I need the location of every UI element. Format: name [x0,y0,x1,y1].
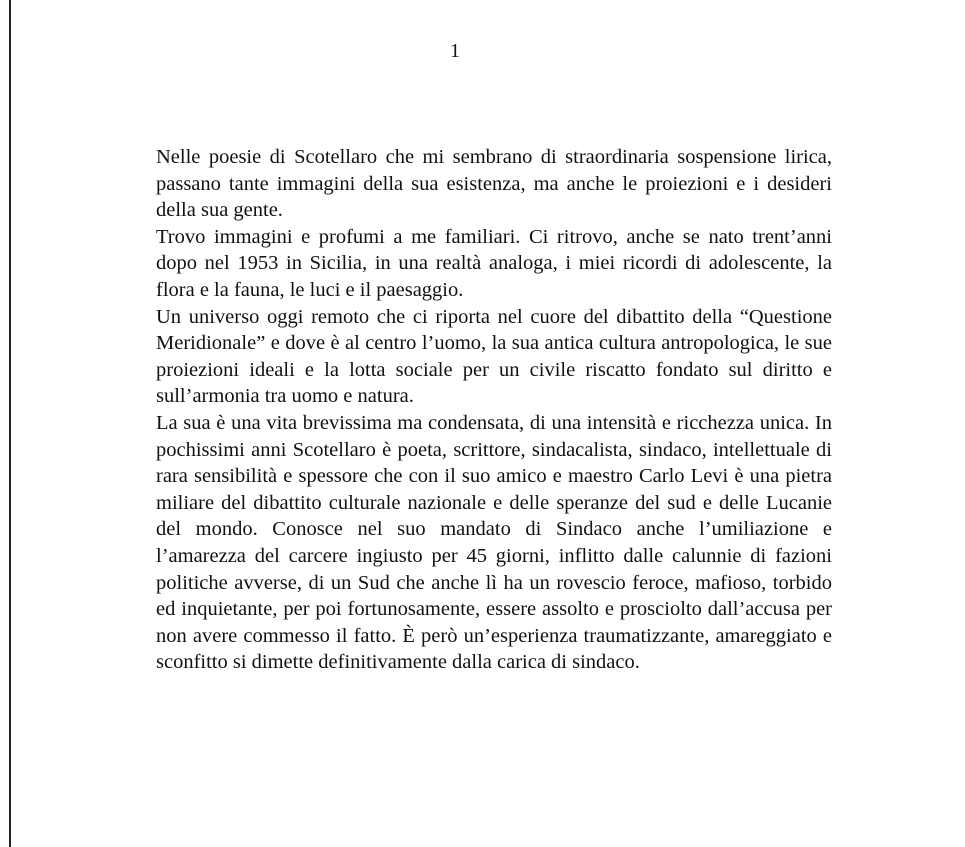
paragraph: Un universo oggi remoto che ci riporta nel cuore del dibattito della “Questione Meridionale” e dove è al centro l’uomo, la sua antica cultura antropologica, le sue proiezioni ideali e la lotta sociale per un civile riscatto fondato sul diritto e sull’armonia tra uomo e natura. [156,305,832,408]
page-left-edge [9,0,11,847]
page-number: 1 [450,40,460,62]
paragraph: Trovo immagini e profumi a me familiari. Ci ritrovo, anche se nato trent’anni dopo nel 1953 in Sicilia, in una realtà analoga, i miei ricordi di adolescente, la flora e la fauna, le luci e il paesaggio. [156,225,832,301]
paragraph: Nelle poesie di Scotellaro che mi sembrano di straordinaria sospensione lirica, passano tante immagini della sua esistenza, ma anche le proiezioni e i desideri della sua gente. [156,146,832,222]
paragraph: La sua è una vita brevissima ma condensata, di una intensità e ricchezza unica. In pochissimi anni Scotellaro è poeta, scrittore, sindacalista, sindaco, intellettuale di rara sensibilità e spessore che con il suo amico e maestro Carlo Levi è una pietra miliare del dibattito culturale nazionale e delle speranze del sud e delle Lucanie del mondo. Conosce nel suo mandato di Sindaco anche l’umiliazione e l’amarezza del carcere ingiusto per 45 giorni, inflitto dalle calunnie di fazioni politiche avverse, di un Sud che anche lì ha un rovescio feroce, mafioso, torbido ed inquietante, per poi fortunosamente, essere assolto e prosciolto dall’accusa per non avere commesso il fatto. È però un’esperienza traumatizzante, amareggiato e sconfitto si dimette definitivamente dalla carica di sindaco. [156,411,832,674]
body-text [156,144,832,676]
